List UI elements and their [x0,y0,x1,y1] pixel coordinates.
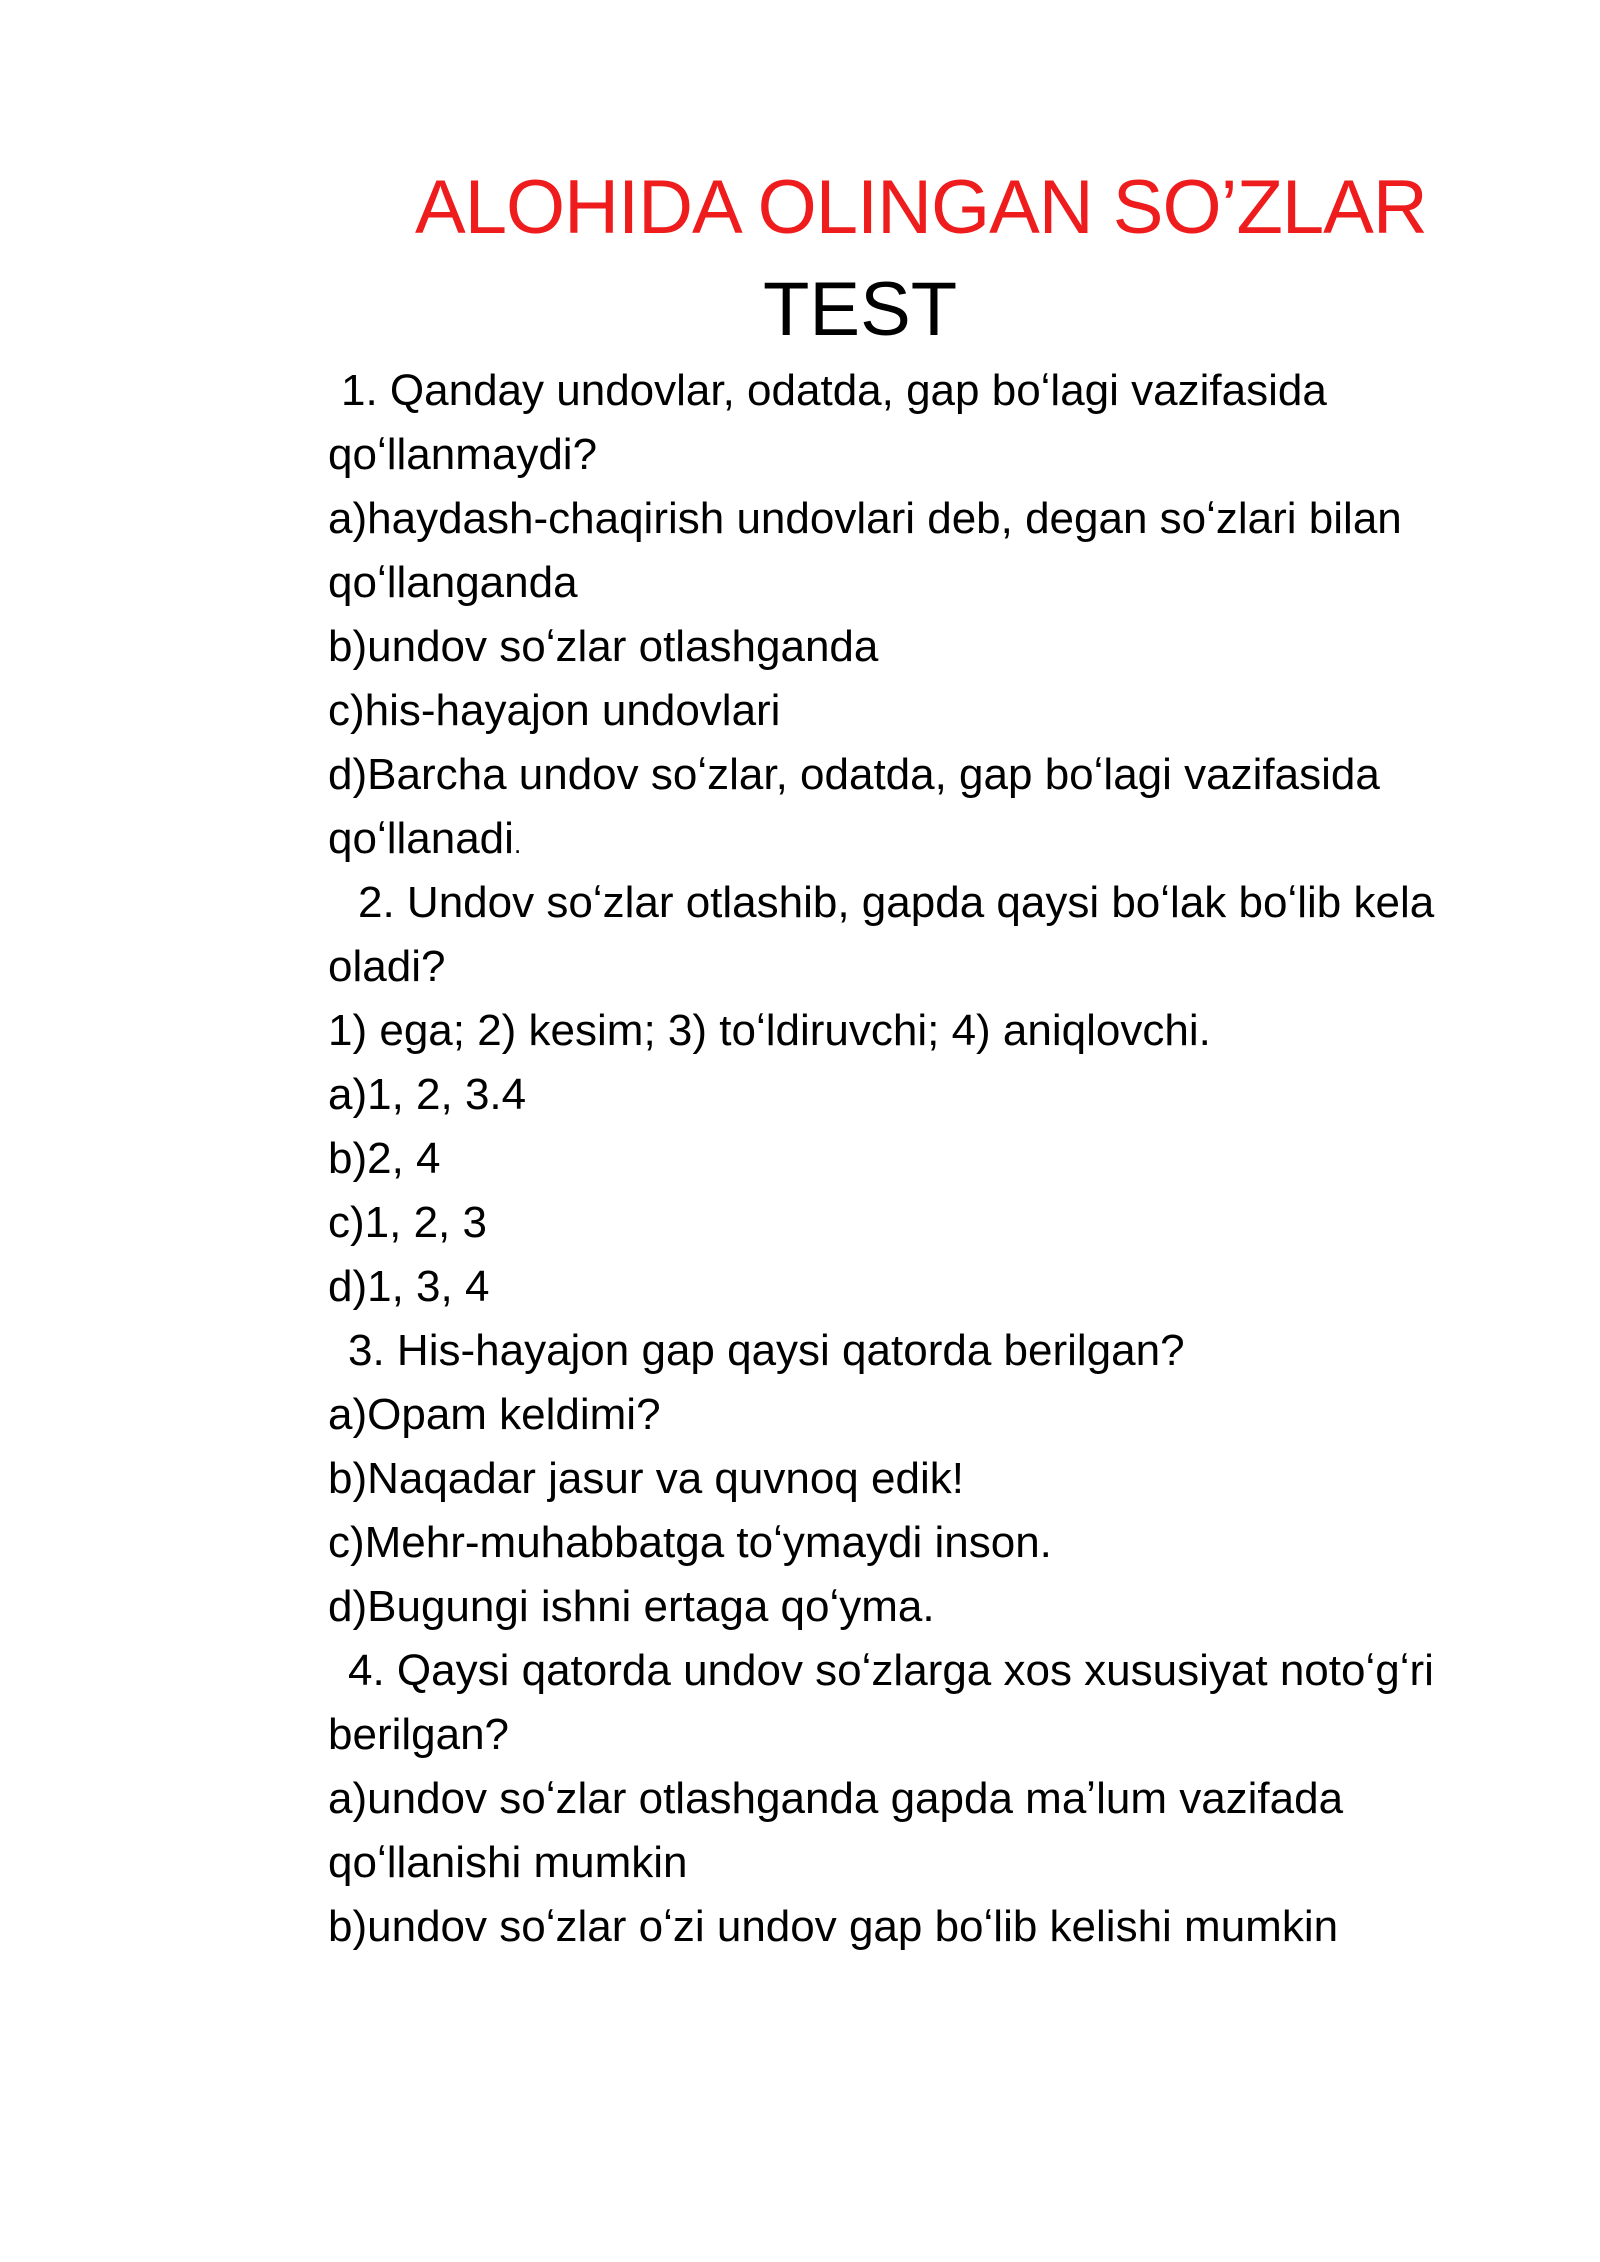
question-1-option-d-continued [328,807,1508,871]
question-1-text-continued: qoʻllanmaydi? [328,430,598,479]
question-3-option-a: a)Opam keldimi? [328,1390,661,1439]
question-1-option-d-end: qoʻllanadi [328,814,514,863]
question-3-option-b: b)Naqadar jasur va quvnoq edik! [328,1454,964,1503]
question-1-option-d: d)Barcha undov soʻzlar, odatda, gap boʻlagi vazifasida [328,750,1380,799]
question-2-text: 2. Undov soʻzlar otlashib, gapda qaysi boʻlak boʻlib kela [358,878,1435,927]
question-4-option-a-continued: qoʻllanishi mumkin [328,1838,688,1887]
question-1-option-b: b)undov soʻzlar otlashganda [328,622,879,671]
question-4-option-a: a)undov soʻzlar otlashganda gapda maʼlum vazifada [328,1774,1344,1823]
question-1-option-d-period: . [513,829,522,859]
question-1-option-c: c)his-hayajon undovlari [328,686,781,735]
question-1-option-a-continued: qoʻllanganda [328,558,578,607]
page-subtitle: TEST [763,267,958,352]
question-2-text-continued: oladi? [328,942,446,991]
question-3-option-d: d)Bugungi ishni ertaga qoʻyma. [328,1582,935,1631]
test-body [328,359,1508,1959]
question-2-option-a: a)1, 2, 3.4 [328,1070,527,1119]
question-4-option-b: b)undov soʻzlar oʻzi undov gap boʻlib kelishi mumkin [328,1902,1339,1951]
question-3-text: 3. His-hayajon gap qaysi qatorda berilgan? [348,1326,1185,1375]
question-1-option-a: a)haydash-chaqirish undovlari deb, degan soʻzlari bilan [328,494,1402,543]
question-2-statement: 1) ega; 2) kesim; 3) toʻldiruvchi; 4) aniqlovchi. [328,1006,1211,1055]
question-2-option-d: d)1, 3, 4 [328,1262,490,1311]
question-4-text-continued: berilgan? [328,1710,510,1759]
question-2-option-b: b)2, 4 [328,1134,441,1183]
page-title: ALOHIDA OLINGAN SO’ZLAR [415,165,1427,250]
question-4-text: 4. Qaysi qatorda undov soʻzlarga xos xususiyat notoʻgʻri [348,1646,1434,1695]
question-1-text: 1. Qanday undovlar, odatda, gap boʻlagi vazifasida [341,366,1327,415]
question-3-option-c: c)Mehr-muhabbatga toʻymaydi inson. [328,1518,1052,1567]
question-2-option-c: c)1, 2, 3 [328,1198,487,1247]
